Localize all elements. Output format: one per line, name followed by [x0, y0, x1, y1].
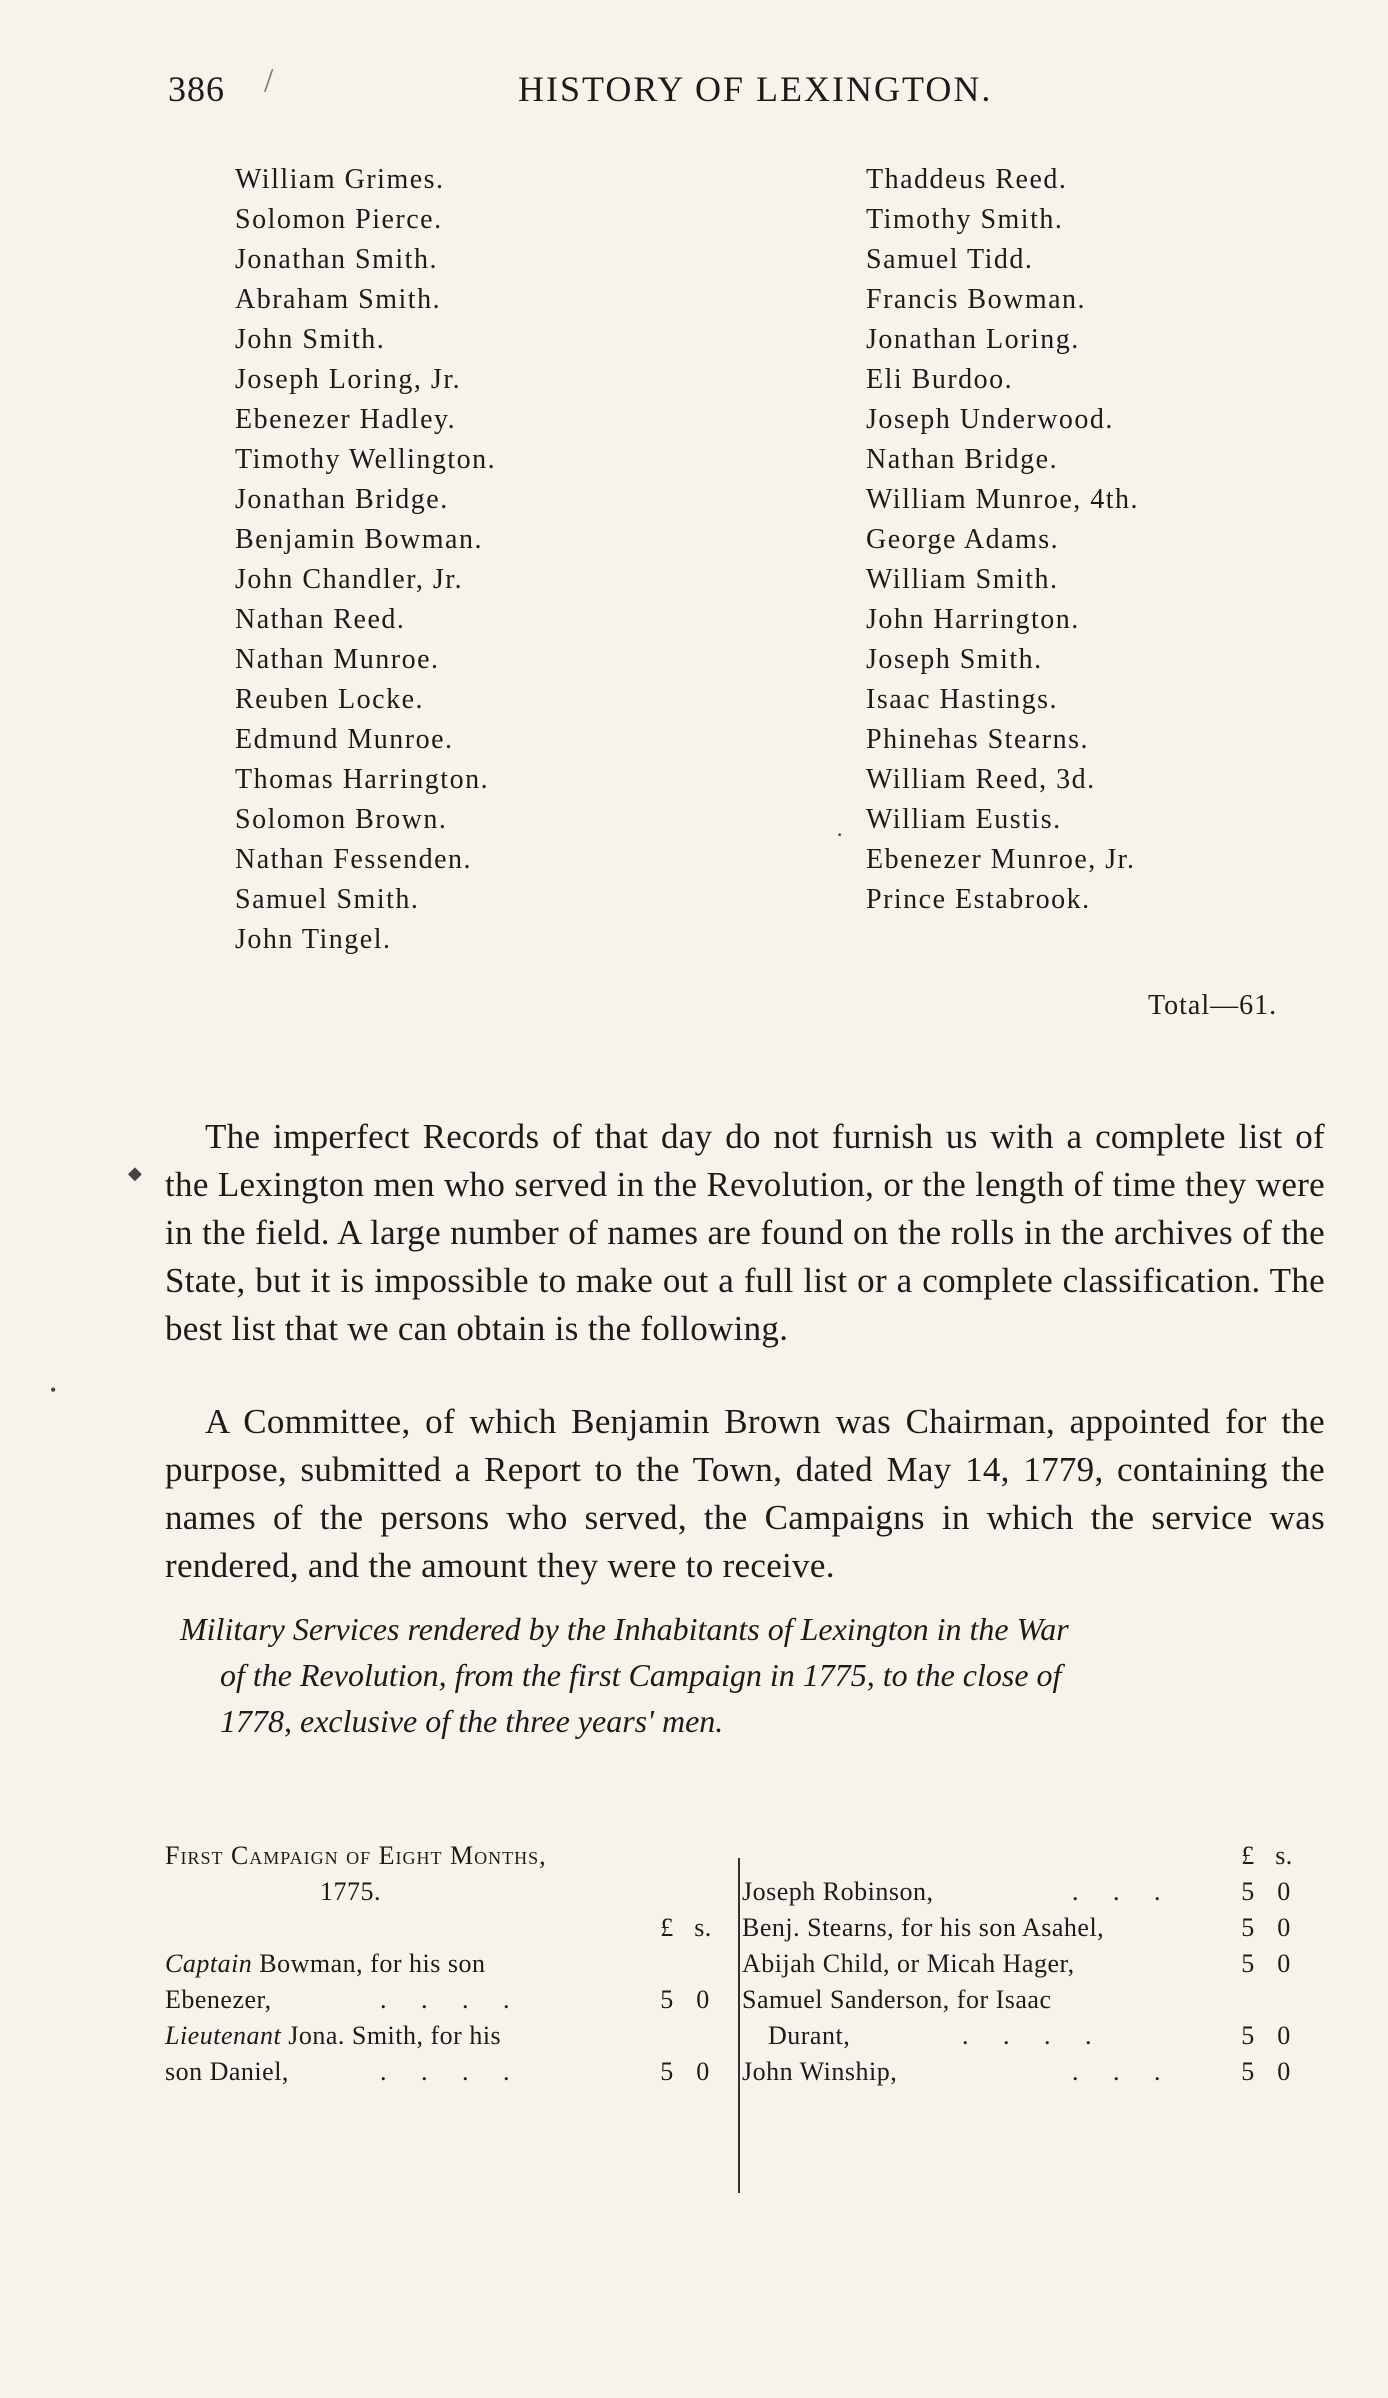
shillings-value: 0 — [1277, 1949, 1291, 1978]
name-entry: Samuel Smith. — [235, 884, 420, 915]
name-entry: Timothy Wellington. — [235, 444, 497, 475]
campaign-year: 1775. — [320, 1877, 381, 1906]
name-entry: Eli Burdoo. — [866, 364, 1014, 395]
name-entry: Nathan Bridge. — [866, 444, 1059, 475]
name-entry: Benjamin Bowman. — [235, 524, 483, 555]
name-entry: Edmund Munroe. — [235, 724, 454, 755]
campaign-heading: First Campaign of Eight Months, — [165, 1841, 547, 1870]
name-entry: John Smith. — [235, 324, 386, 355]
name-entry: Samuel Tidd. — [866, 244, 1034, 275]
name-entry: Ebenezer Munroe, Jr. — [866, 844, 1136, 875]
table-row — [742, 1946, 1302, 1982]
column-divider — [738, 1858, 740, 2193]
name-entry: Solomon Brown. — [235, 804, 448, 835]
rank-title: Captain — [165, 1949, 253, 1978]
entry-text: Jona. Smith, for his — [288, 2021, 502, 2050]
entry-text: Ebenezer, — [165, 1985, 272, 2014]
entry-text: Abijah Child, or Micah Hager, — [742, 1949, 1075, 1978]
shillings-value: 0 — [1277, 1877, 1291, 1906]
pencil-tick-mark: / — [264, 62, 274, 99]
name-entry: Isaac Hastings. — [866, 684, 1059, 715]
name-entry: William Smith. — [866, 564, 1059, 595]
services-table-left — [165, 1838, 735, 2090]
name-entry: William Grimes. — [235, 164, 445, 195]
margin-mark-icon: • — [50, 1380, 57, 1400]
currency-header — [742, 1838, 1302, 1874]
name-entry: Prince Estabrook. — [866, 884, 1091, 915]
margin-mark-icon: ◆ — [128, 1163, 142, 1183]
table-row — [165, 1946, 735, 1982]
name-entry: Jonathan Smith. — [235, 244, 438, 275]
name-entry: Abraham Smith. — [235, 284, 442, 315]
table-row — [742, 1874, 1302, 1910]
entry-text: Durant, — [768, 2021, 851, 2050]
table-row — [742, 1982, 1302, 2018]
name-entry: Ebenezer Hadley. — [235, 404, 457, 435]
shillings-value: 0 — [696, 2057, 710, 2086]
services-table-right — [742, 1838, 1302, 2090]
body-paragraph: A Committee, of which Benjamin Brown was Chairman, appointed for the purpose, submitted a Report to the Town, dated May 14, 1779, containing the names of the persons who served, the Campaigns in which the service was rendered, and the amount they were to receive. — [165, 1402, 1325, 1585]
name-entry: Francis Bowman. — [866, 284, 1087, 315]
names-total: Total—61. — [1148, 990, 1278, 1021]
shillings-value: 0 — [696, 1985, 710, 2014]
name-entry: Joseph Smith. — [866, 644, 1043, 675]
shilling-column-header: s. — [694, 1913, 712, 1942]
name-entry: John Harrington. — [866, 604, 1080, 635]
caption-line: Military Services rendered by the Inhabitants of Lexington in the War — [180, 1611, 1069, 1647]
leader-dots: . . . — [1072, 1877, 1175, 1906]
leader-dots: . . . . — [962, 2021, 1106, 2050]
table-row — [165, 2054, 735, 2090]
name-entry: Solomon Pierce. — [235, 204, 443, 235]
shillings-value: 0 — [1277, 2021, 1291, 2050]
name-entry: Thaddeus Reed. — [866, 164, 1068, 195]
entry-text: John Winship, — [742, 2057, 898, 2086]
name-entry: Joseph Underwood. — [866, 404, 1114, 435]
name-entry: Phinehas Stearns. — [866, 724, 1090, 755]
name-entry: Nathan Munroe. — [235, 644, 440, 675]
shillings-value: 0 — [1277, 1913, 1291, 1942]
page-number: 386 — [168, 69, 225, 109]
list-bullet-mark: · — [836, 822, 844, 847]
entry-text: Bowman, for his son — [259, 1949, 486, 1978]
pound-column-header: £ — [1241, 1841, 1255, 1870]
leader-dots: . . . . — [380, 2057, 524, 2086]
entry-text: Joseph Robinson, — [742, 1877, 934, 1906]
pounds-value: 5 — [1241, 2021, 1255, 2050]
body-paragraph: The imperfect Records of that day do not furnish us with a complete list of the Lexington men who served in the Revolution, or the length of time they were in the field. A large number of names are found on the rolls in the archives of the State, but it is impossible to make out a full list or a complete classification. The best list that we can obtain is the following. — [165, 1117, 1325, 1348]
name-entry: Nathan Fessenden. — [235, 844, 473, 875]
name-entry: John Tingel. — [235, 924, 392, 955]
caption-line: 1778, exclusive of the three years' men. — [220, 1703, 724, 1739]
caption-line: of the Revolution, from the first Campaign in 1775, to the close of — [220, 1657, 1062, 1693]
table-caption — [180, 1606, 1300, 1744]
pounds-value: 5 — [660, 2057, 674, 2086]
entry-text: son Daniel, — [165, 2057, 289, 2086]
table-row — [165, 2018, 735, 2054]
leader-dots: . . . — [1072, 2057, 1175, 2086]
name-entry: John Chandler, Jr. — [235, 564, 464, 595]
entry-text: Benj. Stearns, for his son Asahel, — [742, 1913, 1105, 1942]
name-entry: Jonathan Loring. — [866, 324, 1080, 355]
name-entry: George Adams. — [866, 524, 1060, 555]
name-entry: Joseph Loring, Jr. — [235, 364, 462, 395]
pounds-value: 5 — [1241, 1877, 1255, 1906]
name-entry: Thomas Harrington. — [235, 764, 490, 795]
pounds-value: 5 — [660, 1985, 674, 2014]
shilling-column-header: s. — [1275, 1841, 1293, 1870]
leader-dots: . . . . — [380, 1985, 524, 2014]
name-entry: William Munroe, 4th. — [866, 484, 1140, 515]
name-entry: William Reed, 3d. — [866, 764, 1096, 795]
table-row — [742, 2018, 1302, 2054]
name-entry: Reuben Locke. — [235, 684, 424, 715]
name-entry: Timothy Smith. — [866, 204, 1064, 235]
table-row — [742, 1910, 1302, 1946]
running-head: HISTORY OF LEXINGTON. — [518, 69, 993, 109]
name-entry: Nathan Reed. — [235, 604, 406, 635]
table-row — [742, 2054, 1302, 2090]
pounds-value: 5 — [1241, 1913, 1255, 1942]
rank-title: Lieutenant — [165, 2021, 282, 2050]
table-row — [165, 1982, 735, 2018]
currency-header — [165, 1910, 735, 1946]
pounds-value: 5 — [1241, 1949, 1255, 1978]
shillings-value: 0 — [1277, 2057, 1291, 2086]
entry-text: Samuel Sanderson, for Isaac — [742, 1985, 1052, 2014]
page-header — [168, 62, 1268, 128]
names-list-left — [235, 160, 795, 960]
name-entry: William Eustis. — [866, 804, 1062, 835]
name-entry: Jonathan Bridge. — [235, 484, 449, 515]
names-list-right — [866, 160, 1296, 920]
pound-column-header: £ — [660, 1913, 674, 1942]
pounds-value: 5 — [1241, 2057, 1255, 2086]
